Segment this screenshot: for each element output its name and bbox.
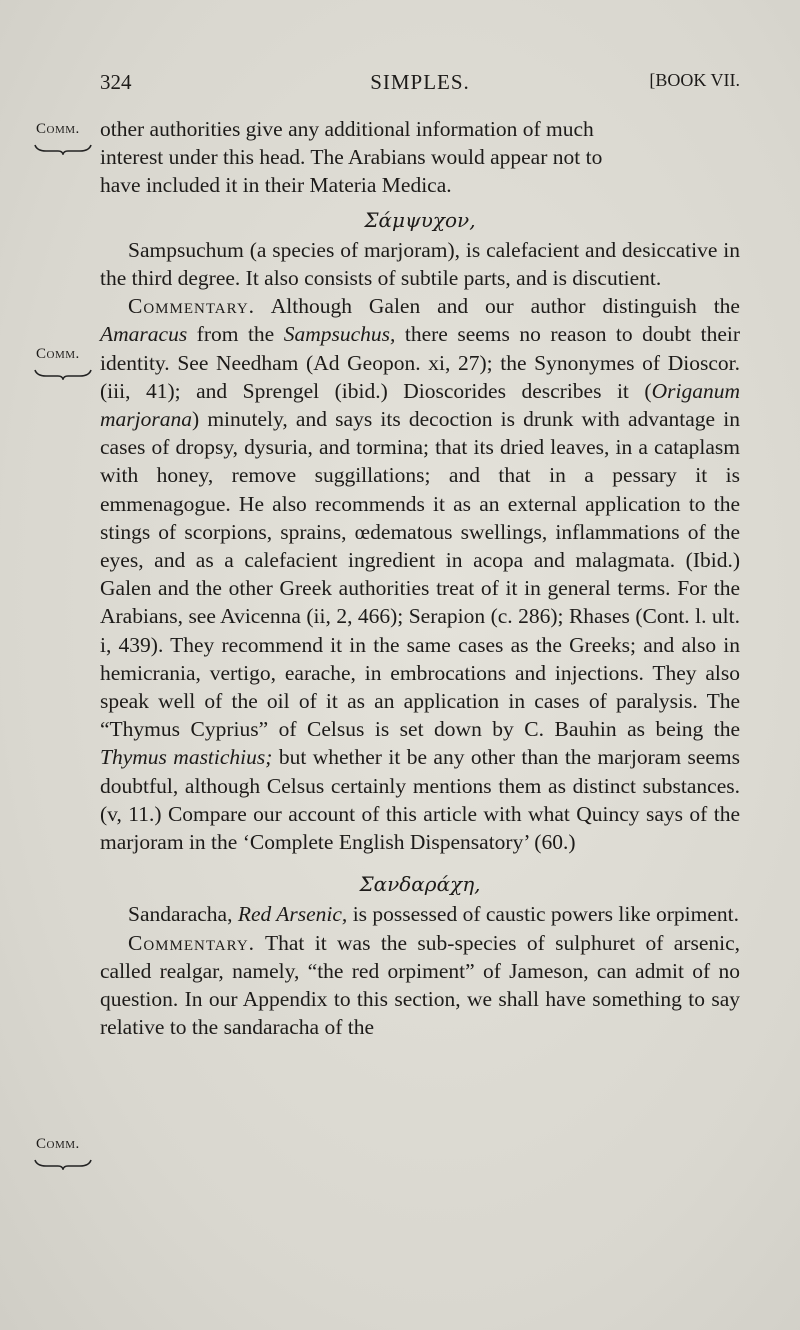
commentary-text: there seems no reason to doubt their identity. See Needham (Ad Geopon. xi, 27); the Synonymes of Dioscor. (iii, 41); and Sprengel (ibid.) Dioscorides describes it ( (100, 322, 740, 403)
italic-term: Sampsuchus, (283, 322, 396, 347)
italic-term: Thymus mastichius; (100, 745, 273, 770)
commentary-sandaracha (100, 929, 740, 1042)
entry-text: is possessed of caustic powers like orpiment. (352, 902, 740, 927)
commentary-text: ) minutely, and says its decoction is drunk with advantage in cases of dropsy, dysuria, and tormina; that its dried leaves, in a cataplasm with honey, remove suggillations; and that in a pessary it is emmenagogue. He also recommends it as an external application to the stings of scorpions, sprains, œdematous swellings, inflammations of the eyes, and as a calefacient ingredient in acopa and malagmata. (Ibid.) Galen and the other Greek authorities treat of it in general terms. For the Arabians, see Avicenna (ii, 2, 466); Serapion (c. 286); Rhases (Cont. l. ult. i, 439). They recommend it in the same cases as the Greeks; and also in hemicrania, vertigo, earache, in embrocations and injections. They also speak well of the oil of it as an application in cases of paralysis. The “Thymus Cyprius” of Celsus is set down by C. Bauhin as being the (100, 407, 740, 742)
brace-mark-3 (34, 1158, 92, 1170)
entry-description-sandaracha (100, 900, 740, 928)
brace-mark-2 (34, 368, 92, 380)
running-header (100, 70, 740, 100)
commentary-text: That it was the sub-species of sulphuret of arsenic, called realgar, namely, “the red orpiment” of Jameson, can admit of no question. In our Appendix to this section, we shall have something to say relative to the sandaracha of the (100, 930, 740, 1040)
page-number: 324 (100, 70, 132, 94)
commentary-sampsuchum (100, 292, 740, 856)
brace-mark-1 (34, 143, 92, 155)
book-reference: [BOOK VII. (649, 70, 740, 90)
page-body (100, 115, 740, 1042)
commentary-text: but whether it be any other than the marjoram seems doubtful, although Celsus certainly mentions them as distinct substances. (v, 11.) Compare our account of this article with what Quincy says of the marjoram in the ‘Complete English Dispensatory’ (60.) (100, 745, 741, 855)
margin-comm-1: Comm. (36, 121, 80, 137)
entry-text: Sandaracha, (128, 902, 233, 927)
margin-comm-2: Comm. (36, 346, 80, 362)
commentary-label: Commentary. (128, 930, 256, 955)
text-line: interest under this head. The Arabians would appear not to (100, 145, 603, 170)
entry-heading-sampsuchum: Σάμψυχον, (364, 207, 476, 232)
entry-description-sampsuchum: Sampsuchum (a species of marjoram), is calefacient and desiccative in the third degree. It also consists of subtile parts, and is discutient. (100, 237, 740, 291)
running-title: SIMPLES. (370, 70, 470, 94)
text-line: have included it in their Materia Medica. (100, 173, 452, 198)
commentary-label: Commentary. (128, 294, 256, 319)
italic-term: Amaracus (100, 322, 188, 347)
commentary-text: from the (196, 322, 275, 347)
text-line: other authorities give any additional information of much (100, 117, 594, 141)
italic-term: Red Arsenic, (237, 902, 348, 927)
margin-comm-3: Comm. (36, 1136, 80, 1152)
continued-commentary (100, 115, 740, 200)
italic-term: Origanum marjorana (100, 378, 740, 432)
commentary-text: Although Galen and our author distinguish the (270, 294, 740, 319)
entry-heading-sandaracha: Σανδαράχη, (359, 872, 481, 897)
